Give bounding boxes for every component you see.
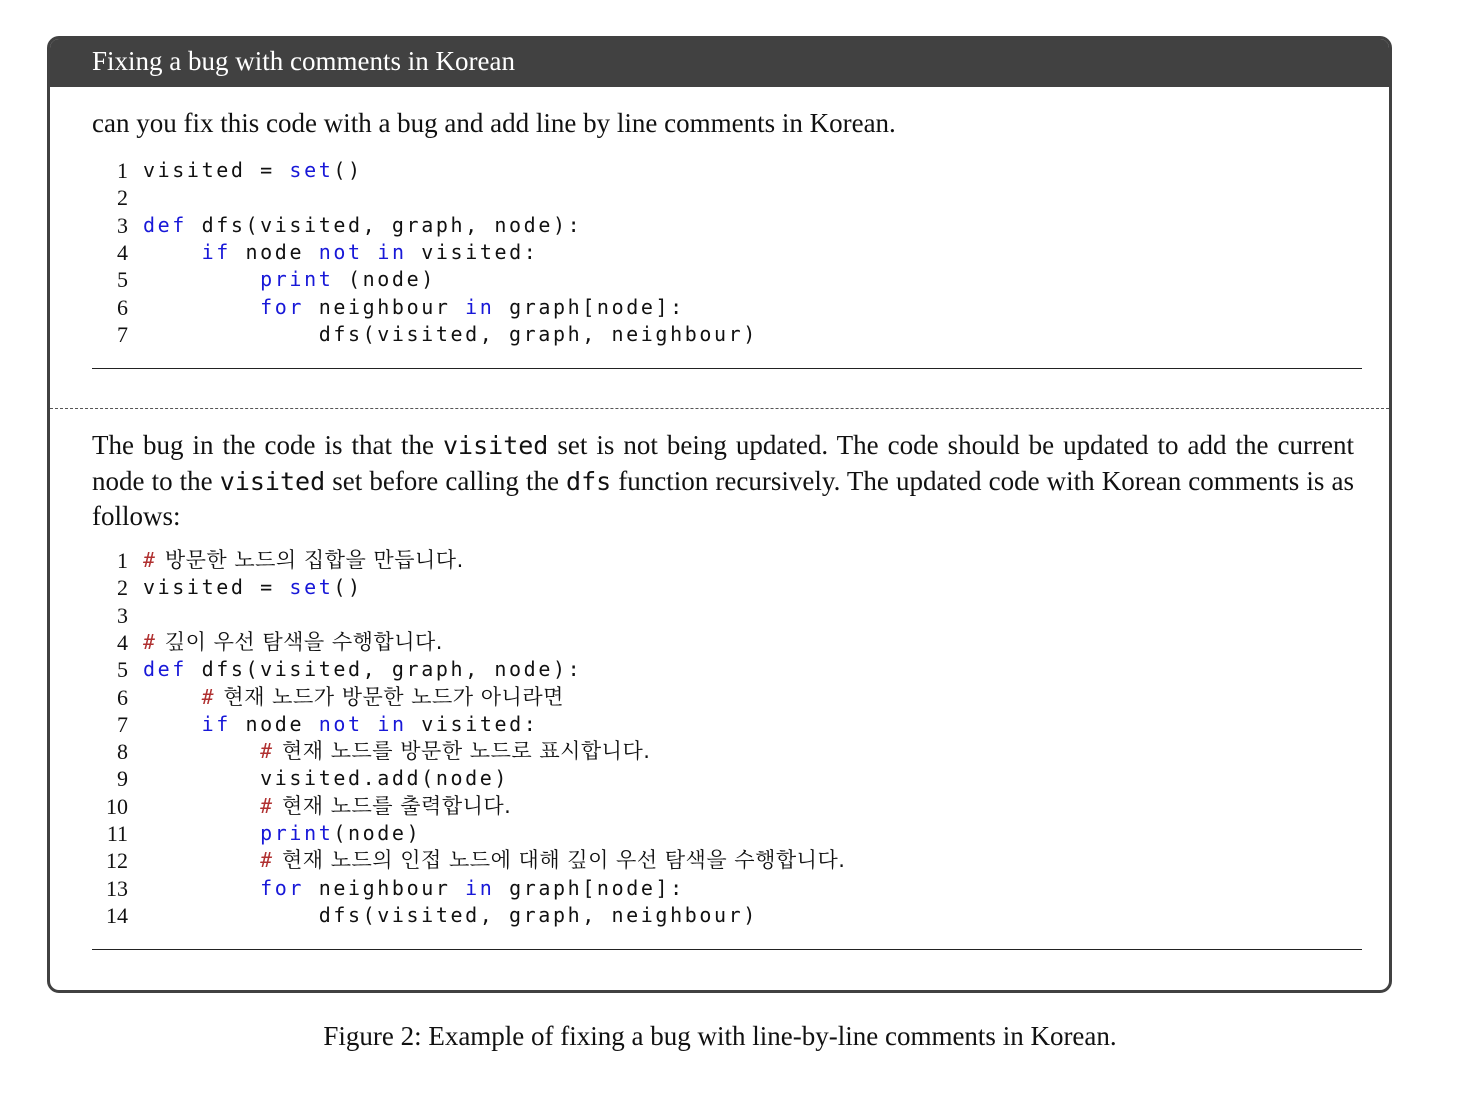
line-number: 11 [106,821,128,846]
keyword: set [289,575,334,600]
figure-caption: Figure 2: Example of fixing a bug with line-by-line comments in Korean. [323,1021,1117,1051]
code-token: dfs(visited, graph, neighbour) [143,321,758,346]
code-token: () [333,575,363,600]
keyword: print [260,821,334,845]
comment-marker: # [260,848,275,873]
code-text [143,847,845,874]
inline-code-visited-2: visited [219,466,326,496]
line-number: 6 [117,294,128,320]
keyword: in [377,711,407,736]
code-text [143,711,538,738]
keyword: print [260,267,334,292]
code-text [143,765,509,792]
line-number: 4 [117,239,128,265]
code-token: neighbour [304,875,466,900]
code-text [143,266,436,293]
code-text [143,239,538,266]
listing-rule-bottom [92,949,1362,950]
code-token: dfs(visited, graph, node): [186,657,583,682]
keyword: in [465,875,495,900]
keyword: def [143,657,187,682]
line-number: 14 [106,902,128,928]
assistant-answer [92,428,1354,534]
keyword: set [289,158,334,182]
line-number: 7 [117,321,128,347]
code-token [363,712,378,736]
code-text [143,294,685,321]
code-token: graph[node]: [494,294,685,319]
keyword: if [201,711,231,736]
code-token: visited: [406,711,539,736]
line-number: 2 [117,575,128,601]
code-token: (node) [333,267,436,292]
line-number: 1 [117,548,128,573]
keyword: if [201,239,231,264]
line-number: 7 [117,711,128,737]
comment-marker: # [143,629,158,654]
comment-text: 방문한 노드의 집합을 만듭니다. [157,548,464,572]
code-token [363,240,378,264]
code-text [143,212,582,239]
code-token: node [230,711,319,736]
line-number: 3 [117,602,128,628]
code-token: dfs(visited, graph, neighbour) [143,902,758,927]
answer-text-4: function recursively. The updated code with Korean comments is as follows: [92,465,1354,531]
user-prompt: can you fix this code with a bug and add line by line comments in Korean. [92,108,896,138]
comment-marker: # [260,739,275,764]
box-title: Fixing a bug with comments in Korean [92,46,515,76]
code-token: visited = [143,158,290,182]
line-number: 5 [117,267,128,293]
code-token [143,712,202,736]
keyword: in [377,239,407,264]
code-token [143,295,260,319]
keyword: for [260,294,305,319]
line-number: 1 [117,158,128,183]
comment-text: 현재 노드가 방문한 노드가 아니라면 [216,684,564,709]
answer-text-2: set is not being updated. The code should be updated to add the current node to the [92,430,1354,496]
code-text [143,902,758,929]
line-number: 9 [117,766,128,792]
code-text [143,875,685,902]
line-number: 4 [117,629,128,655]
inline-code-dfs: dfs [566,466,612,496]
keyword: not [318,239,363,264]
code-token: neighbour [304,294,466,319]
code-token [143,240,202,264]
keyword: in [465,294,495,319]
code-text [143,157,363,184]
code-text [143,738,650,765]
line-number: 3 [117,212,128,238]
line-number: 10 [106,793,128,819]
comment-text: 현재 노드의 인접 노드에 대해 깊이 우선 탐색을 수행합니다. [274,848,846,873]
comment-marker: # [143,548,158,572]
code-token: visited: [406,239,539,264]
code-token [143,794,260,818]
line-number: 6 [117,684,128,710]
code-token [143,267,260,291]
code-token [143,876,260,900]
code-text [143,820,421,847]
listing-rule-top [92,368,1362,369]
code-token [143,685,202,709]
code-token: node [230,239,319,264]
code-token: (node) [333,821,422,845]
turn-separator [50,408,1389,409]
comment-marker: # [201,684,217,709]
code-text [143,574,363,601]
code-token: graph[node]: [494,875,685,900]
code-token [143,848,260,872]
code-text [143,629,443,656]
keyword: for [260,875,305,900]
answer-text-1: The bug in the code is that the [92,430,443,460]
line-number: 8 [117,739,128,765]
code-text [143,684,564,711]
keyword: not [318,711,363,736]
comment-marker: # [260,793,275,818]
line-number: 12 [106,848,128,874]
example-box [47,36,1392,993]
code-text [143,547,464,574]
code-token: visited.add(node) [143,766,510,791]
answer-text-3: set before calling the [325,465,567,496]
comment-text: 깊이 우선 탐색을 수행합니다. [157,629,443,654]
code-text [143,321,758,348]
box-header [50,39,1389,87]
code-text [143,793,511,820]
code-token: dfs(visited, graph, node): [186,212,583,237]
line-number: 5 [117,657,128,683]
comment-text: 현재 노드를 방문한 노드로 표시합니다. [274,739,651,764]
line-number: 13 [106,875,128,901]
keyword: def [143,212,187,237]
code-token [143,739,260,763]
inline-code-visited-1: visited [442,431,549,460]
code-text [143,656,582,683]
comment-text: 현재 노드를 출력합니다. [274,793,512,818]
line-number: 2 [117,185,128,211]
code-token [143,821,260,845]
code-token: visited = [143,575,290,600]
code-token: () [333,158,363,182]
